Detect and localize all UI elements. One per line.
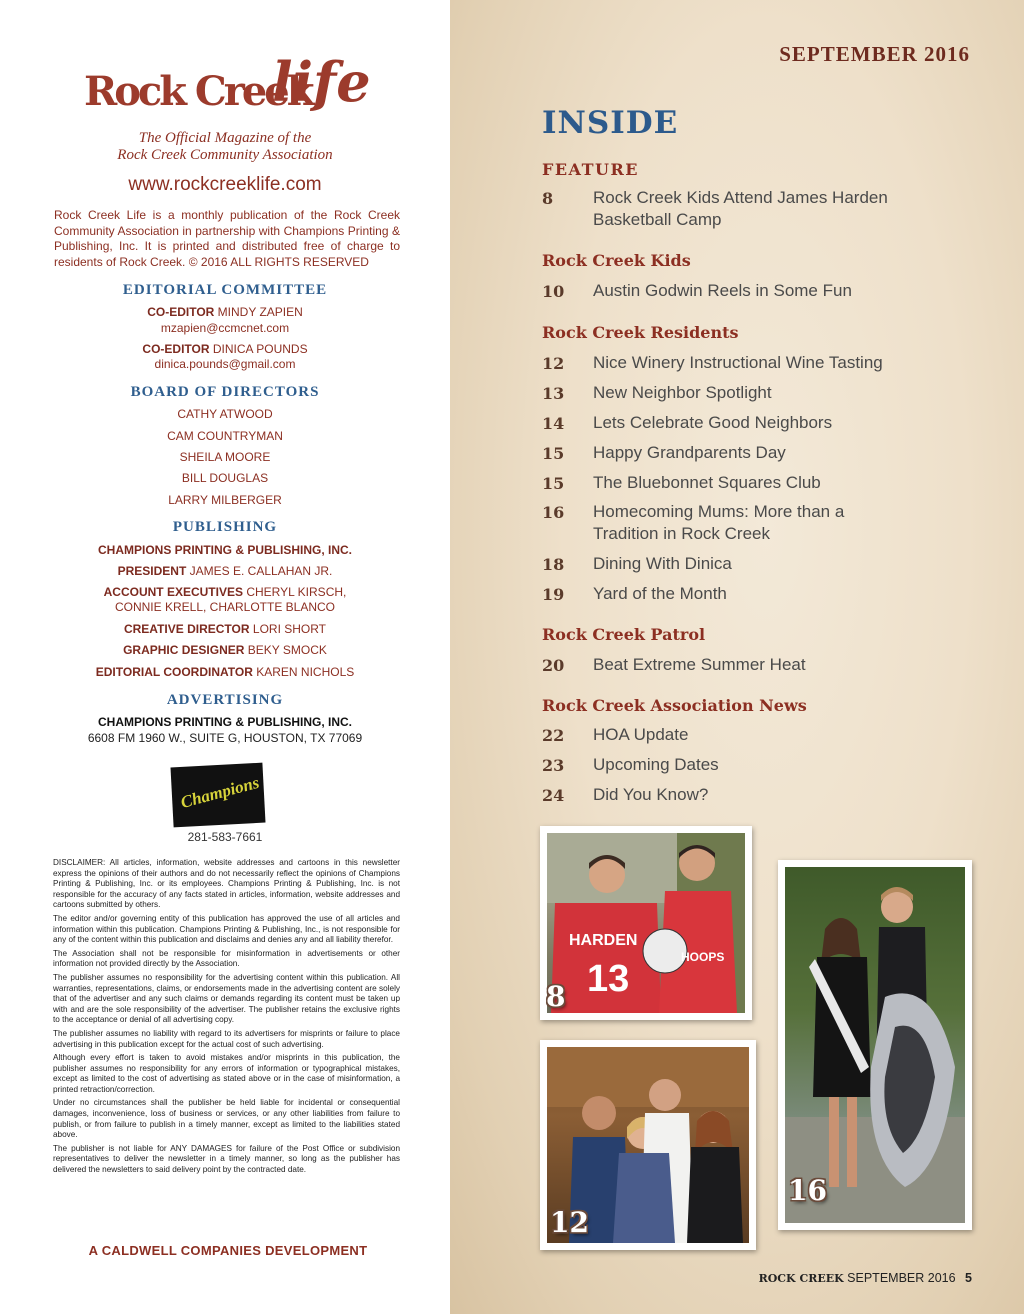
president-role: PRESIDENT — [117, 564, 187, 578]
toc-page-number: 22 — [542, 726, 565, 745]
toc-page-number: 8 — [542, 189, 554, 208]
toc-item[interactable] — [542, 656, 1012, 682]
publishing-company — [0, 543, 450, 558]
shirt-text: HOOPS — [681, 950, 725, 964]
footer-brand: ROCK CREEK — [758, 1272, 844, 1285]
disclaimer-paragraph: The publisher is not liable for ANY DAMAGES for failure of the Post Office or subdivision representatives to deliver the newsletter in a timely manner, so long as the publisher has delivered the newsletters to said delivery point by the contracted date. — [53, 1143, 400, 1175]
toc-page-number: 20 — [542, 656, 565, 675]
gd-name: BEKY SMOCK — [247, 643, 327, 657]
president-line — [0, 564, 450, 579]
page-number: 5 — [965, 1271, 972, 1285]
toc-item[interactable] — [542, 282, 1012, 308]
toc-title: The Bluebonnet Squares Club — [593, 473, 821, 492]
gd-role: GRAPHIC DESIGNER — [123, 643, 245, 657]
toc-page-number: 13 — [542, 384, 565, 403]
toc-item[interactable] — [542, 585, 1012, 611]
cd-role: CREATIVE DIRECTOR — [123, 622, 250, 636]
mums-photo-illustration — [785, 867, 965, 1223]
photo-badge: 8 — [546, 980, 566, 1013]
jersey-number: 13 — [587, 958, 630, 1000]
board-member: CAM COUNTRYMAN — [167, 429, 283, 443]
ae-role: ACCOUNT EXECUTIVES — [103, 585, 243, 599]
toc-title: Lets Celebrate Good Neighbors — [593, 413, 833, 432]
rock-creek-life-logo — [84, 50, 374, 128]
toc-title: Dining With Dinica — [593, 554, 732, 573]
coeditor1-email[interactable]: mzapien@ccmcnet.com — [160, 321, 290, 335]
board-member: BILL DOUGLAS — [181, 471, 269, 485]
toc-title: Upcoming Dates — [593, 755, 719, 774]
board-heading: BOARD OF DIRECTORS — [130, 384, 320, 400]
disclaimer-paragraph: DISCLAIMER: All articles, information, website addresses and cartoons in this newsletter express the opinions of their authors and do not necessarily reflect the opinions of Champions Printing & Publishing, Inc. or its employees. Champions Printing & Publishing, Inc. is not responsible for the accuracy of any facts stated in articles, information, website addresses and cartoons submitted by others. — [53, 858, 400, 910]
toc-page-number: 10 — [542, 282, 565, 301]
president-name: JAMES E. CALLAHAN JR. — [189, 564, 333, 578]
toc-item[interactable] — [542, 474, 1012, 500]
photo-basketball-camp[interactable] — [540, 826, 752, 1020]
toc-page-number: 18 — [542, 555, 565, 574]
website-link[interactable]: www.rockcreeklife.com — [128, 174, 322, 195]
toc-title: Yard of the Month — [593, 584, 727, 603]
toc-page-number: 19 — [542, 585, 565, 604]
toc-page-number: 16 — [542, 503, 565, 522]
toc-title: Happy Grandparents Day — [593, 443, 786, 462]
editorial-committee-heading: EDITORIAL COMMITTEE — [122, 282, 328, 298]
ec-role: EDITORIAL COORDINATOR — [95, 665, 253, 679]
toc-title: Beat Extreme Summer Heat — [593, 655, 806, 674]
toc-section-heading: FEATURE — [542, 160, 639, 179]
toc-section-heading: Rock Creek Kids — [542, 251, 691, 270]
toc-page-number: 15 — [542, 444, 565, 463]
toc-item[interactable] — [542, 726, 1012, 752]
disclaimer-paragraph: Although every effort is taken to avoid mistakes and/or misprints in this publication, the publisher assumes no responsibility for any errors of information or typographical mistakes, except as limited to the cost of advertising as stated above or in the case of misinformation, a printed retraction/correction. — [53, 1053, 400, 1094]
photo-badge: 16 — [788, 1174, 827, 1207]
page-footer — [759, 1271, 972, 1285]
coeditor1-role: CO-EDITOR — [147, 305, 215, 319]
toc-page-number: 12 — [542, 354, 565, 373]
footer-issue: SEPTEMBER 2016 — [847, 1271, 956, 1285]
toc-item[interactable] — [542, 414, 1012, 440]
photo-homecoming-mums[interactable] — [778, 860, 972, 1230]
graphic-designer-line — [0, 643, 450, 658]
creative-director-line — [0, 622, 450, 637]
toc-item[interactable] — [542, 555, 1012, 581]
toc-item[interactable] — [542, 384, 1012, 410]
tagline-line2: Rock Creek Community Association — [117, 147, 333, 163]
board-member: CATHY ATWOOD — [177, 407, 273, 421]
toc-item[interactable] — [542, 444, 1012, 470]
toc-item[interactable] — [542, 188, 1012, 229]
disclaimer-paragraph: Under no circumstances shall the publisher be held liable for incidental or consequential damages, inconvenience, loss of business or services, or any other liabilities from failure to publish, or from failure to publish in a timely manner, except as limited to the liabilities stated above. — [53, 1098, 400, 1140]
coeditor1-name: MINDY ZAPIEN — [217, 305, 303, 319]
toc-title: New Neighbor Spotlight — [593, 383, 772, 402]
board-member: LARRY MILBERGER — [168, 493, 282, 507]
toc-section-heading: Rock Creek Association News — [542, 696, 807, 715]
toc-title: Nice Winery Instructional Wine Tasting — [593, 353, 883, 372]
contents-column — [450, 0, 1024, 1314]
coeditor2-line — [0, 342, 450, 357]
inside-heading: INSIDE — [542, 105, 679, 141]
publishing-company-name: CHAMPIONS PRINTING & PUBLISHING, INC. — [97, 543, 352, 557]
tagline-line1: The Official Magazine of the — [138, 130, 312, 146]
jersey-text: HARDEN — [569, 932, 638, 949]
toc-item[interactable] — [542, 503, 1012, 551]
toc-title: HOA Update — [593, 725, 689, 744]
coeditor1-line — [0, 305, 450, 320]
toc-item[interactable] — [542, 786, 1012, 812]
coeditor2-role: CO-EDITOR — [142, 342, 210, 356]
account-executives-line — [0, 585, 450, 600]
toc-item[interactable] — [542, 354, 1012, 380]
disclaimer-paragraph: The publisher assumes no responsibility for the advertising content within this publication. All warranties, representations, claims, or endorsements made in the advertising content are solely that of the advertiser and any such claims or demands regarding its content must be taken up with and are the sole responsibility of the advertiser. The publisher retains the exclusive rights to the acceptance or denial of all advertising copy. — [53, 972, 400, 1025]
intro-paragraph: Rock Creek Life is a monthly publication of the Rock Creek Community Association in partnership with Champions Printing & Publishing, Inc. It is printed and distributed free of charge to residents of Rock Creek. © 2016 ALL RIGHTS RESERVED — [54, 208, 400, 269]
disclaimer — [53, 858, 400, 1179]
advertising-address: 6608 FM 1960 W., SUITE G, HOUSTON, TX 77069 — [87, 731, 363, 745]
toc-page-number: 14 — [542, 414, 565, 433]
logo-text-main: Rock Creek — [84, 68, 312, 115]
toc-title: Did You Know? — [593, 785, 709, 804]
board-member: SHEILA MOORE — [179, 450, 271, 464]
logo-text-script: life — [272, 50, 371, 114]
toc-section-heading: Rock Creek Residents — [542, 323, 739, 342]
toc-section-heading: Rock Creek Patrol — [542, 625, 706, 644]
advertising-company-name: CHAMPIONS PRINTING & PUBLISHING, INC. — [97, 715, 352, 729]
advertising-company — [0, 715, 450, 730]
issue-date: SEPTEMBER 2016 — [779, 42, 970, 66]
champions-logo-text: Champions — [178, 772, 262, 812]
caldwell-footer: A CALDWELL COMPANIES DEVELOPMENT — [88, 1243, 368, 1258]
disclaimer-paragraph: The Association shall not be responsible for misinformation in advertisements or other information not provided directly by the Association. — [53, 948, 400, 969]
cd-name: LORI SHORT — [252, 622, 327, 636]
editorial-coordinator-line — [0, 665, 450, 680]
ae-names: CHERYL KIRSCH, — [246, 585, 347, 599]
toc-page-number: 23 — [542, 756, 565, 775]
disclaimer-paragraph: The publisher assumes no liability with regard to its advertisers for misprints or failure to place advertising in this publication except for the actual cost of such advertising. — [53, 1028, 400, 1049]
photo-badge: 12 — [550, 1206, 589, 1239]
ec-name: KAREN NICHOLS — [256, 665, 355, 679]
toc-page-number: 24 — [542, 786, 565, 805]
ae-names-continued: CONNIE KRELL, CHARLOTTE BLANCO — [114, 600, 336, 614]
toc-title: Homecoming Mums: More than a Tradition in Rock Creek — [593, 502, 845, 543]
publishing-heading: PUBLISHING — [172, 519, 278, 535]
toc-item[interactable] — [542, 756, 1012, 782]
photo-wine-tasting[interactable] — [540, 1040, 756, 1250]
toc-title: Austin Godwin Reels in Some Fun — [593, 281, 852, 300]
disclaimer-paragraph: The editor and/or governing entity of this publication has approved the use of all articles and information within this publication. Champions Printing & Publishing, Inc., is not responsible for any of the content within this publication and disclaims and denies any and all liability therefor. — [53, 913, 400, 945]
advertising-phone: 281-583-7661 — [187, 830, 263, 844]
toc-page-number: 15 — [542, 474, 565, 493]
advertising-heading: ADVERTISING — [166, 692, 284, 708]
masthead-column — [0, 0, 450, 1314]
champions-logo — [170, 763, 265, 828]
kids-photo-illustration — [547, 833, 745, 1013]
coeditor2-name: DINICA POUNDS — [212, 342, 308, 356]
coeditor2-email[interactable]: dinica.pounds@gmail.com — [154, 357, 296, 371]
toc-title: Rock Creek Kids Attend James Harden Basketball Camp — [593, 188, 888, 229]
